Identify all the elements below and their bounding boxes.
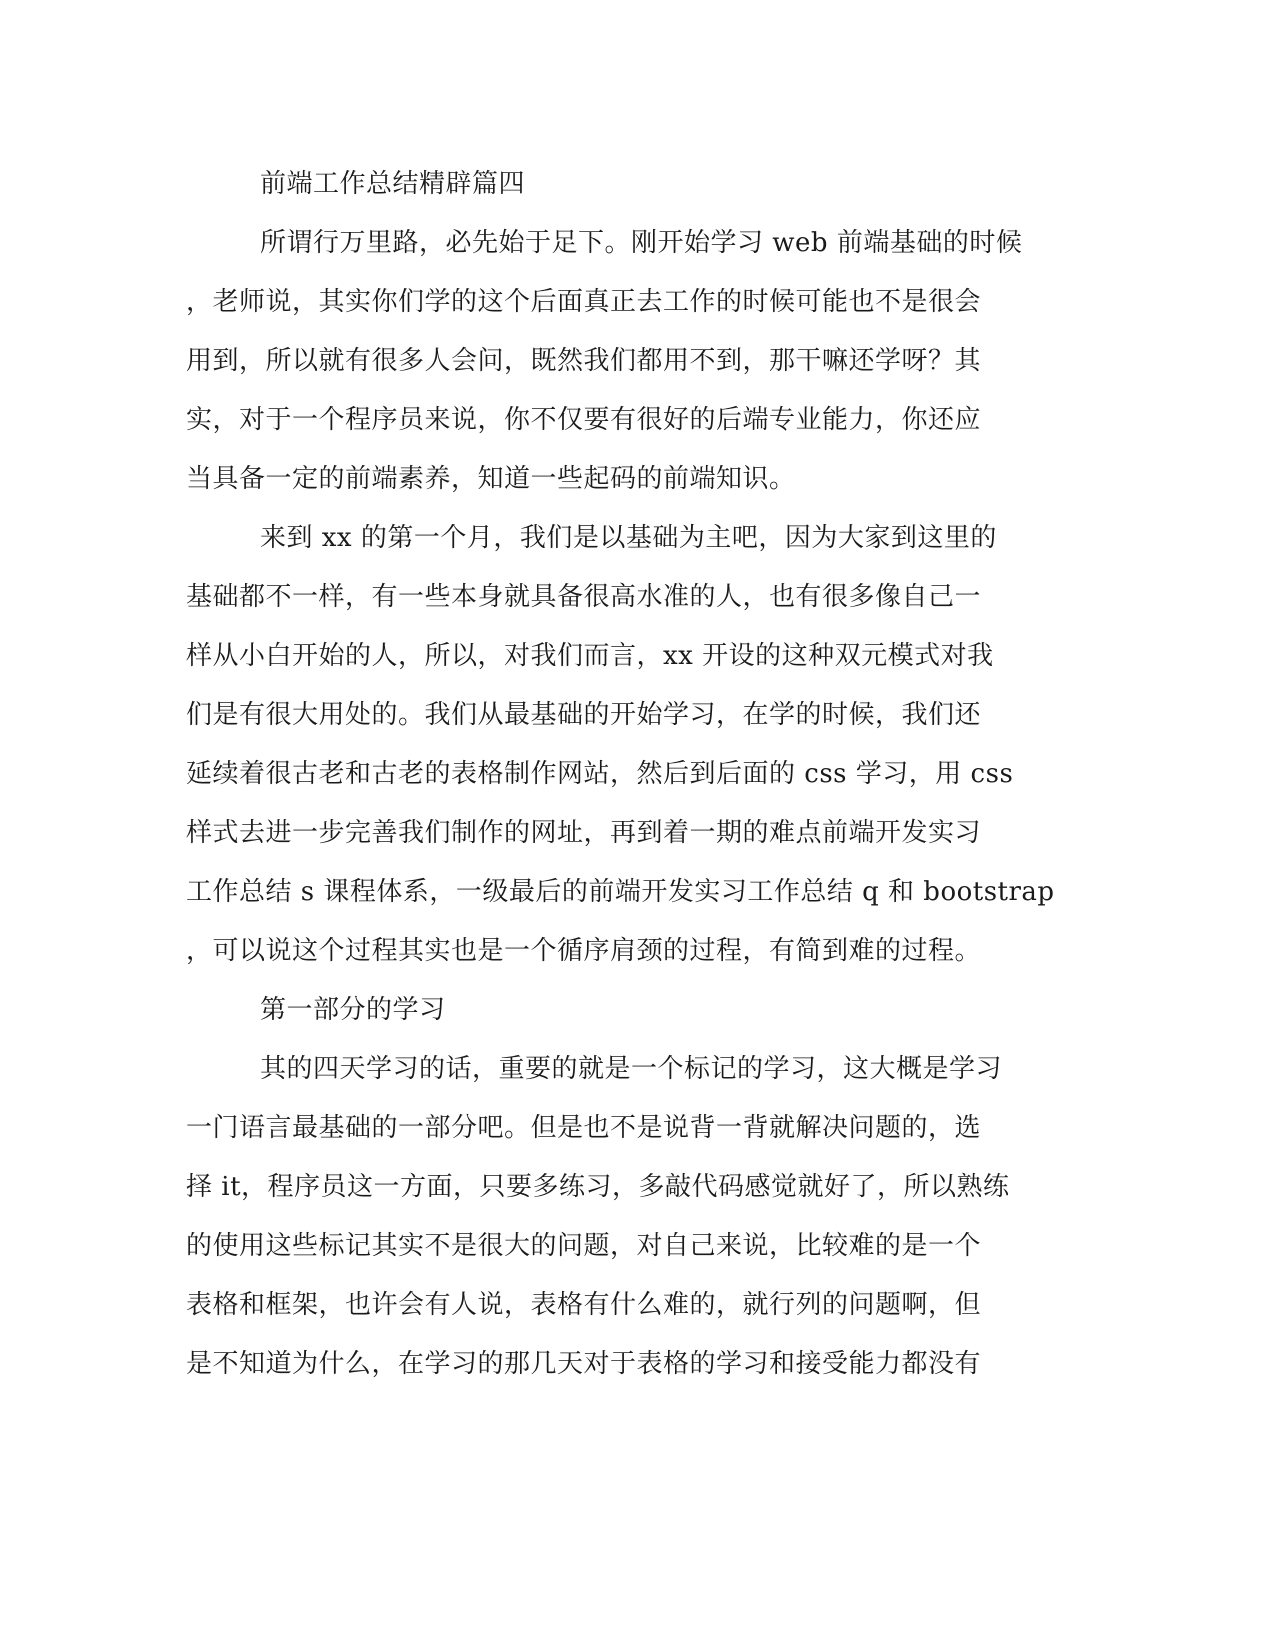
paragraph-line: 一门语言最基础的一部分吧。但是也不是说背一背就解决问题的，选	[186, 1113, 982, 1143]
paragraph-line: 其的四天学习的话，重要的就是一个标记的学习，这大概是学习	[260, 1054, 1003, 1084]
paragraph-line: 工作总结 s 课程体系，一级最后的前端开发实习工作总结 q 和 bootstrap	[186, 877, 1055, 907]
paragraph-line: 们是有很大用处的。我们从最基础的开始学习，在学的时候，我们还	[186, 700, 982, 730]
paragraph-line: 用到，所以就有很多人会问，既然我们都用不到，那干嘛还学呀？其	[186, 346, 982, 376]
paragraph-line: 择 it，程序员这一方面，只要多练习，多敲代码感觉就好了，所以熟练	[186, 1172, 1010, 1202]
paragraph-line: 所谓行万里路，必先始于足下。刚开始学习 web 前端基础的时候	[260, 228, 1023, 258]
paragraph-line: 延续着很古老和古老的表格制作网站，然后到后面的 css 学习，用 css	[186, 759, 1014, 789]
paragraph-line: 样式去进一步完善我们制作的网址，再到着一期的难点前端开发实习	[186, 818, 982, 848]
paragraph-line: ，老师说，其实你们学的这个后面真正去工作的时候可能也不是很会	[186, 287, 982, 317]
paragraph-line: 实，对于一个程序员来说，你不仅要有很好的后端专业能力，你还应	[186, 405, 982, 435]
paragraph-line: 样从小白开始的人，所以，对我们而言，xx 开设的这种双元模式对我	[186, 641, 994, 671]
paragraph-line: 的使用这些标记其实不是很大的问题，对自己来说，比较难的是一个	[186, 1231, 982, 1261]
section-heading: 第一部分的学习	[260, 995, 446, 1025]
paragraph-line: 来到 xx 的第一个月，我们是以基础为主吧，因为大家到这里的	[260, 523, 997, 553]
section-title: 前端工作总结精辟篇四	[260, 169, 526, 199]
paragraph-line: 表格和框架，也许会有人说，表格有什么难的，就行列的问题啊，但	[186, 1290, 982, 1320]
paragraph-line: 基础都不一样，有一些本身就具备很高水准的人，也有很多像自己一	[186, 582, 982, 612]
paragraph-line: 当具备一定的前端素养，知道一些起码的前端知识。	[186, 464, 796, 494]
paragraph-line: ，可以说这个过程其实也是一个循序肩颈的过程，有简到难的过程。	[186, 936, 982, 966]
paragraph-line: 是不知道为什么，在学习的那几天对于表格的学习和接受能力都没有	[186, 1349, 982, 1379]
